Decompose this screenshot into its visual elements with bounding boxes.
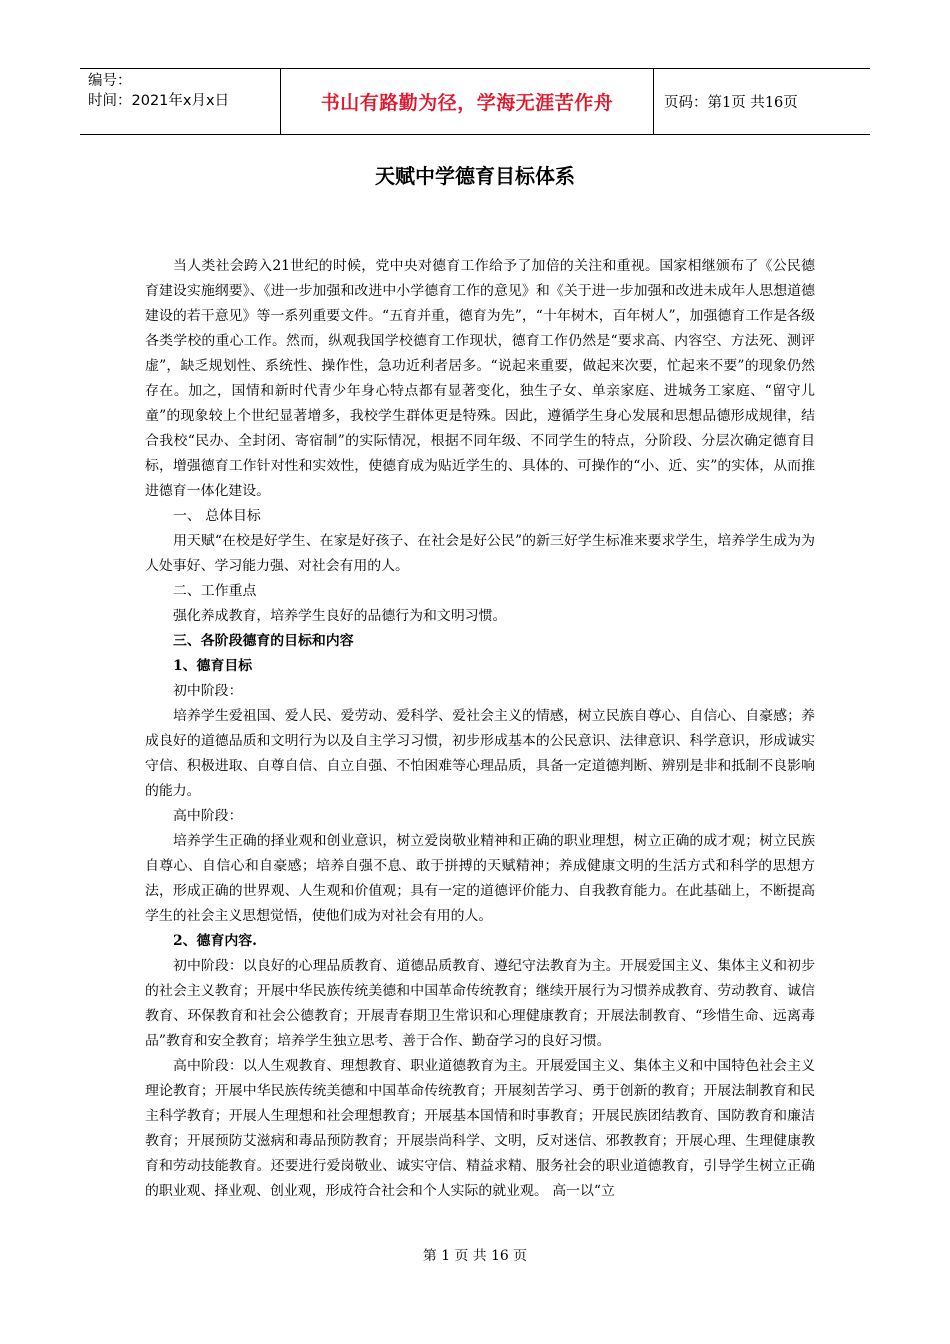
page-footer: 第 1 页 共 16 页 xyxy=(422,1248,528,1264)
header-date-label: 时间：2021年x月x日 xyxy=(88,93,230,109)
document-body xyxy=(145,254,815,1204)
section-2-text: 强化养成教育，培养学生良好的品德行为和文明习惯。 xyxy=(173,608,507,624)
header-motto-cell xyxy=(280,69,654,134)
senior-stage-label: 高中阶段： xyxy=(173,808,243,824)
section-3-2-heading: 2、德育内容. xyxy=(173,933,257,949)
senior-goal-paragraph: 培养学生正确的择业观和创业意识，树立爱岗敬业精神和正确的职业理想，树立正确的成才观；树立民族自尊心、自信心和自豪感；培养自强不息、敢于拼搏的天赋精神；养成健康文明的生活方式和科学的思想方法，形成正确的世界观、人生观和价值观；具有一定的道德评价能力、自我教育能力。在此基础上，不断提高学生的社会主义思想觉悟，使他们成为对社会有用的人。 xyxy=(145,833,815,924)
junior-content-paragraph: 初中阶段：以良好的心理品质教育、道德品质教育、遵纪守法教育为主。开展爱国主义、集体主义和初步的社会主义教育；开展中华民族传统美德和中国革命传统教育；继续开展行为习惯养成教育、劳动教育、诚信教育、环保教育和社会公德教育；开展青春期卫生常识和心理健康教育；开展法制教育、“珍惜生命、远离毒品”教育和安全教育；培养学生独立思考、善于合作、勤奋学习的良好习惯。 xyxy=(145,958,815,1049)
page-header xyxy=(80,68,870,135)
header-number-label: 编号： xyxy=(88,73,132,89)
section-2-heading: 二、工作重点 xyxy=(173,583,257,599)
section-3-1-heading: 1、德育目标 xyxy=(173,658,253,674)
section-1-text: 用天赋“在校是好学生、在家是好孩子、在社会是好公民”的新三好学生标准来要求学生，培养学生成为为人处事好、学习能力强、对社会有用的人。 xyxy=(145,533,815,574)
section-3-heading: 三、各阶段德育的目标和内容 xyxy=(173,633,354,649)
junior-goal-paragraph: 培养学生爱祖国、爱人民、爱劳动、爱科学、爱社会主义的情感，树立民族自尊心、自信心、自豪感；养成良好的道德品质和文明行为以及自主学习习惯，初步形成基本的公民意识、法律意识、科学意识，形成诚实守信、积极进取、自尊自信、自立自强、不怕困难等心理品质，具备一定道德判断、辨别是非和抵制不良影响的能力。 xyxy=(145,708,815,799)
header-left-cell xyxy=(80,69,280,134)
header-page-cell xyxy=(654,69,870,134)
senior-content-paragraph: 高中阶段：以人生观教育、理想教育、职业道德教育为主。开展爱国主义、集体主义和中国特色社会主义理论教育；开展中华民族传统美德和中国革命传统教育；开展刻苦学习、勇于创新的教育；开展法制教育和民主科学教育；开展人生理想和社会理想教育；开展基本国情和时事教育；开展民族团结教育、国防教育和廉洁教育；开展预防艾滋病和毒品预防教育；开展崇尚科学、文明，反对迷信、邪教教育；开展心理、生理健康教育和劳动技能教育。还要进行爱岗敬业、诚实守信、精益求精、服务社会的职业道德教育，引导学生树立正确的职业观、择业观、创业观，形成符合社会和个人实际的就业观。 高一以“立 xyxy=(145,1058,815,1199)
header-motto: 书山有路勤为径，学海无涯苦作舟 xyxy=(320,92,614,114)
header-page-label: 页码：第1页 共16页 xyxy=(664,95,798,111)
intro-paragraph: 当人类社会跨入21世纪的时候，党中央对德育工作给予了加倍的关注和重视。国家相继颁布了《公民德育建设实施纲要》、《进一步加强和改进中小学德育工作的意见》和《关于进一步加强和改进未成年人思想道德建设的若干意见》等一系列重要文件。“五育并重，德育为先”，“十年树木，百年树人”，加强德育工作是各级各类学校的重心工作。然而，纵观我国学校德育工作现状，德育工作仍然是“要求高、内容空、方法死、测评虚”，缺乏规划性、系统性、操作性，急功近利者居多。“说起来重要，做起来次要，忙起来不要”的现象仍然存在。加之，国情和新时代青少年身心特点都有显著变化，独生子女、单亲家庭、进城务工家庭、“留守儿童”的现象较上个世纪显著增多，我校学生群体更是特殊。因此，遵循学生身心发展和思想品德形成规律，结合我校“民办、全封闭、寄宿制”的实际情况，根据不同年级、不同学生的特点，分阶段、分层次确定德育目标，增强德育工作针对性和实效性，使德育成为贴近学生的、具体的、可操作的“小、近、实”的实体，从而推进德育一体化建设。 xyxy=(145,258,815,499)
document-title: 天赋中学德育目标体系 xyxy=(375,164,575,188)
section-1-heading: 一、 总体目标 xyxy=(173,508,261,524)
junior-stage-label: 初中阶段： xyxy=(173,683,243,699)
